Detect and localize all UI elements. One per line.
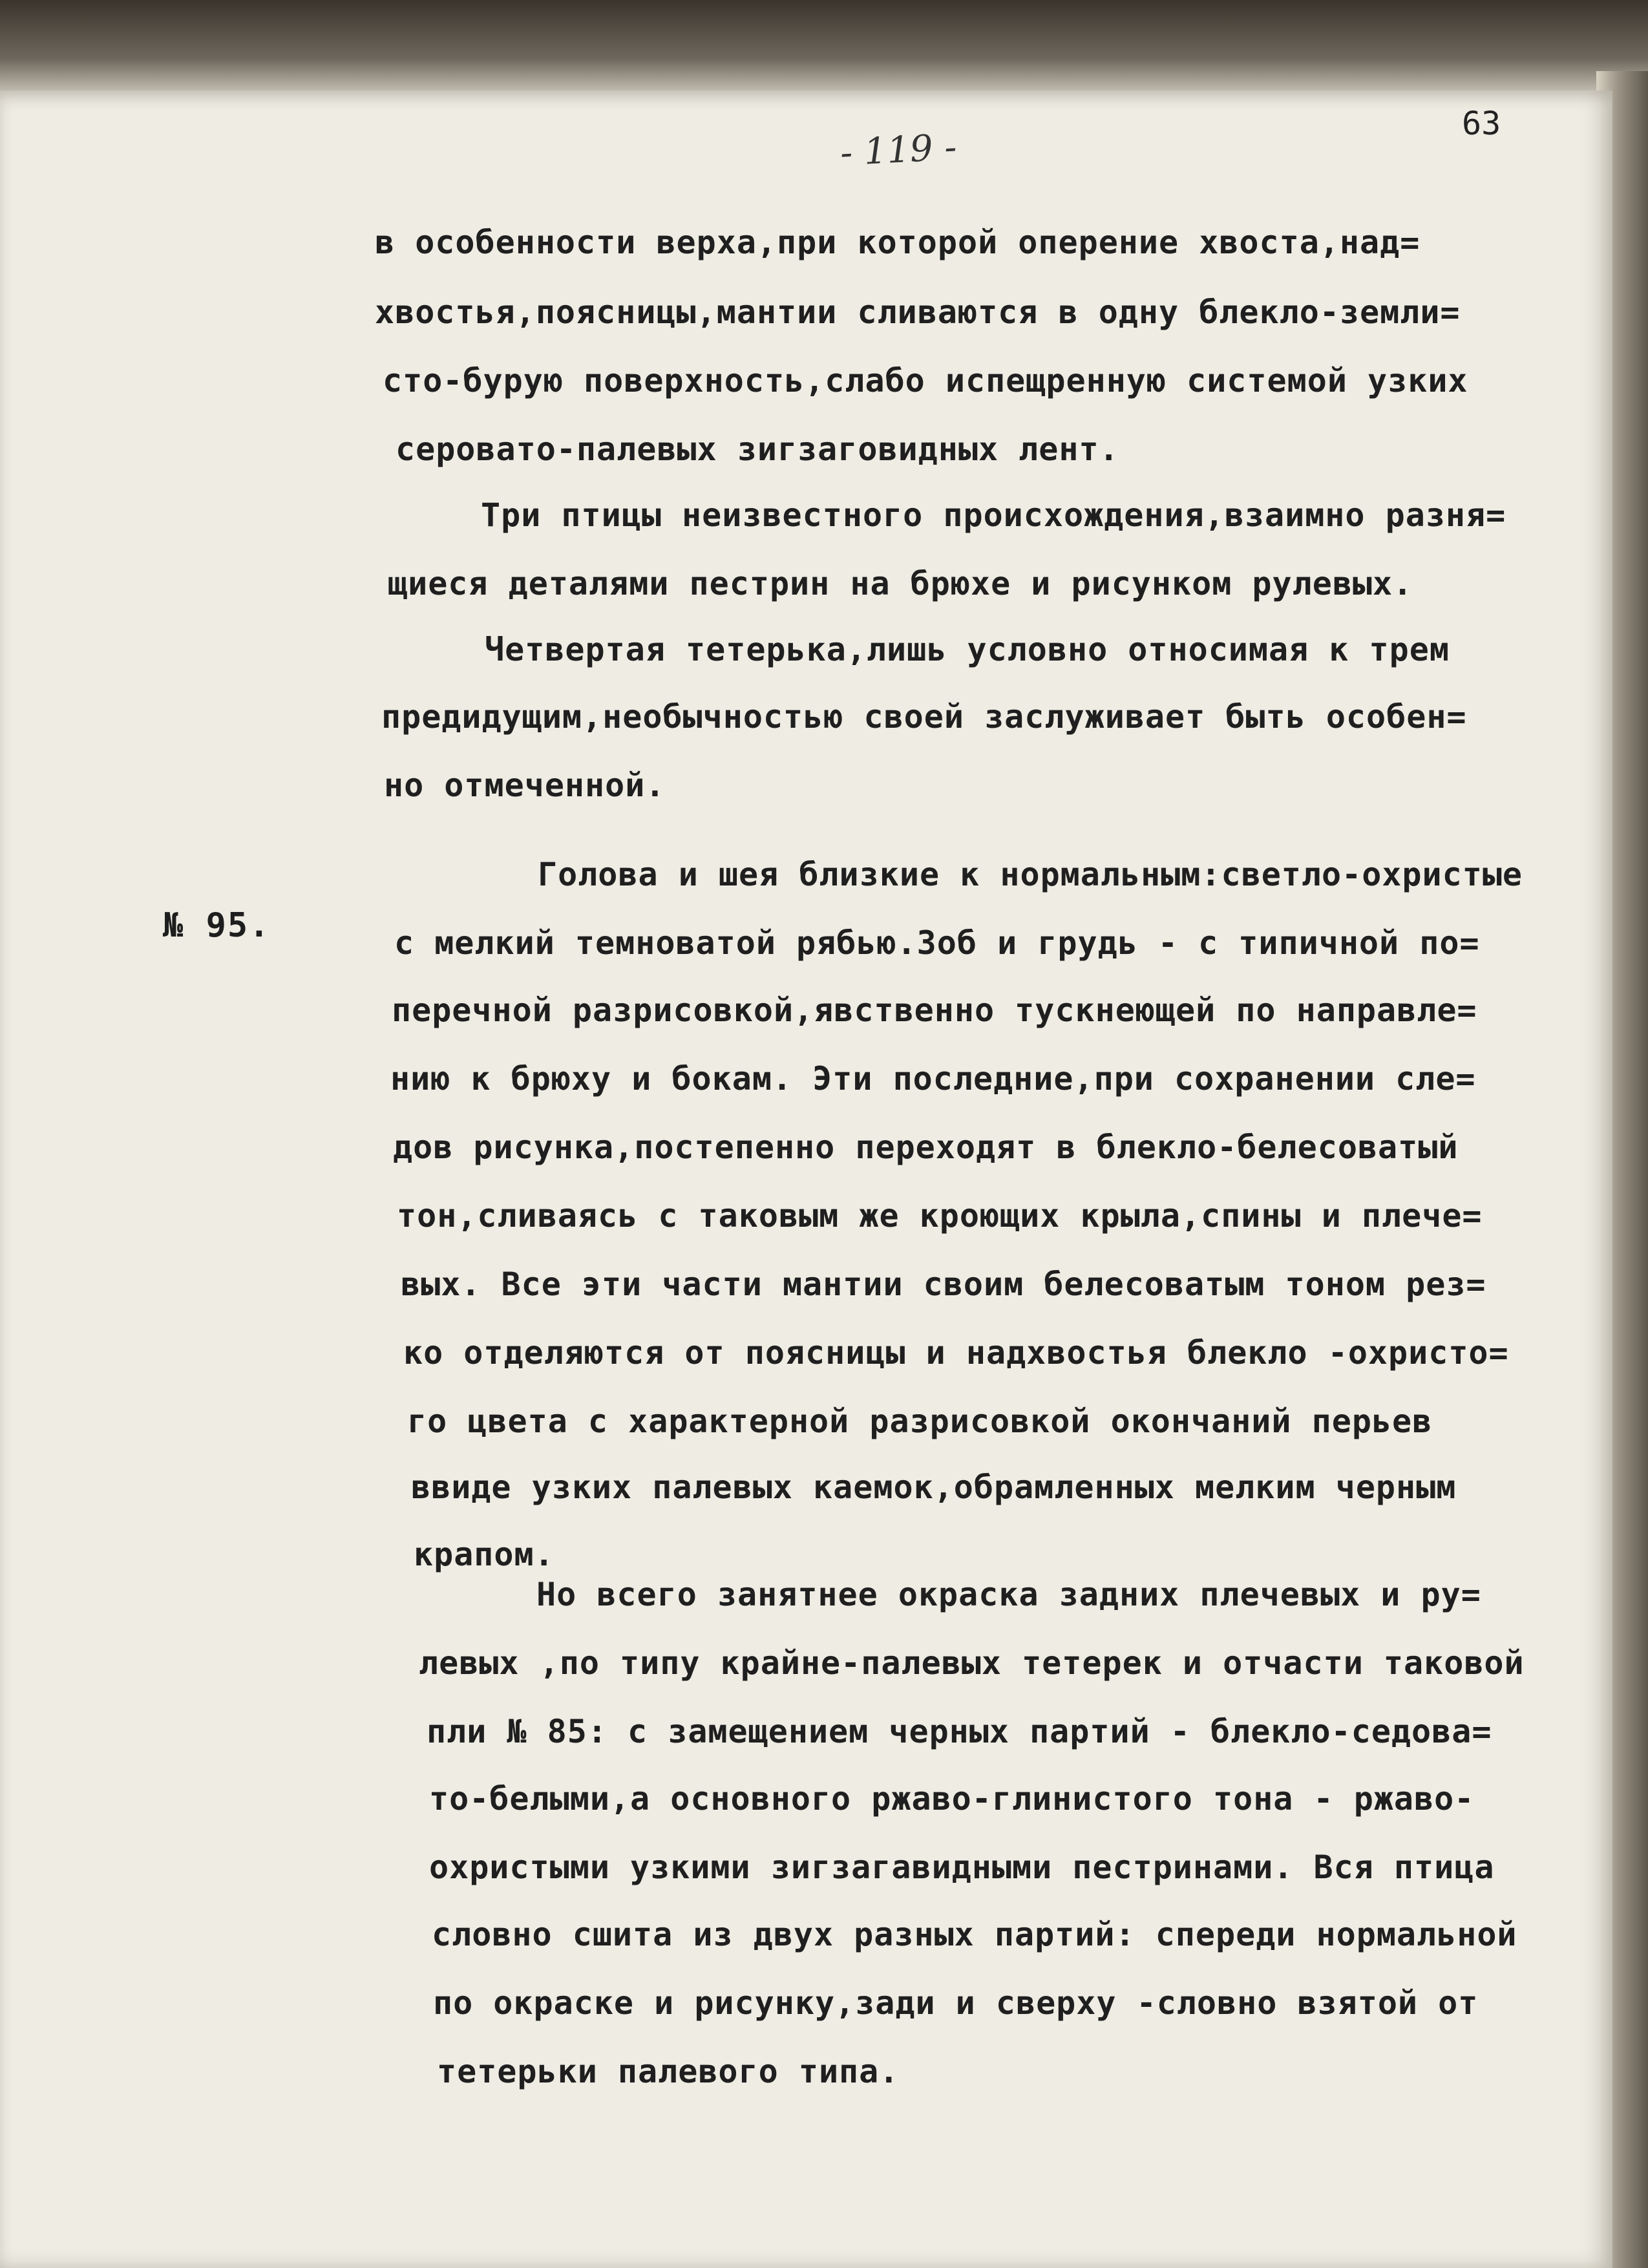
text-line: го цвета с характерной разрисовкой окончаний перьев	[407, 1403, 1433, 1440]
text-line: дов рисунка,постепенно переходят в блекло-белесоватый	[393, 1129, 1459, 1166]
text-line: то-белыми,а основного ржаво-глинистого тона - ржаво-	[429, 1780, 1475, 1818]
text-line: с мелкий темноватой рябью.Зоб и грудь - с типичной по=	[394, 924, 1480, 962]
scan-background-top	[0, 0, 1648, 97]
text-line: ввиде узких палевых каемок,обрамленных мелким черным	[411, 1468, 1457, 1506]
text-line: нию к брюху и бокам. Эти последние,при сохранении сле=	[390, 1060, 1476, 1097]
text-line: пли № 85: с замещением черных партий - блекло-седова=	[427, 1713, 1492, 1750]
text-line: тон,сливаясь с таковым же кроющих крыла,спины и плече=	[397, 1197, 1483, 1235]
text-line: хвостья,поясницы,мантии сливаются в одну блекло-земли=	[375, 293, 1461, 331]
text-line: сто-бурую поверхность,слабо испещренную системой узких	[383, 362, 1468, 399]
text-line: Голова и шея близкие к нормальным:светло-охристые	[538, 856, 1523, 893]
text-line: но отмеченной.	[384, 767, 666, 804]
text-line: тетерьки палевого типа.	[437, 2053, 900, 2090]
page-number: 63	[1462, 105, 1501, 142]
text-line: Но всего занятнее окраска задних плечевых и ру=	[536, 1576, 1481, 1613]
text-line: охристыми узкими зигзагавидными пестринами. Вся птица	[429, 1849, 1495, 1886]
text-line: словно сшита из двух разных партий: спереди нормальной	[432, 1916, 1517, 1953]
text-line: щиеся деталями пестрин на брюхе и рисунком рулевых.	[388, 565, 1413, 602]
text-line: ко отделяются от поясницы и надхвостья блекло -охристо=	[403, 1334, 1509, 1372]
text-line: вых. Все эти части мантии своим белесоватым тоном рез=	[401, 1266, 1486, 1303]
archive-number-handwritten: - 119 -	[839, 126, 958, 175]
text-line: левых ,по типу крайне-палевых тетерек и отчасти таковой	[419, 1644, 1525, 1682]
text-line: перечной разрисовкой,явственно тускнеющей по направле=	[392, 991, 1477, 1029]
text-line: Четвертая тетерька,лишь условно относимая к трем	[485, 631, 1450, 668]
text-line: по окраске и рисунку,зади и сверху -словно взятой от	[433, 1984, 1479, 2022]
document-page	[0, 90, 1612, 2268]
text-line: в особенности верха,при которой оперение хвоста,над=	[375, 224, 1421, 261]
text-line: предидущим,необычностью своей заслуживает быть особен=	[381, 698, 1467, 736]
entry-number: № 95.	[163, 906, 271, 945]
text-line: серовато-палевых зигзаговидных лент.	[396, 430, 1119, 468]
text-line: Три птицы неизвестного происхождения,взаимно разня=	[481, 496, 1506, 534]
text-line: крапом.	[414, 1536, 555, 1573]
